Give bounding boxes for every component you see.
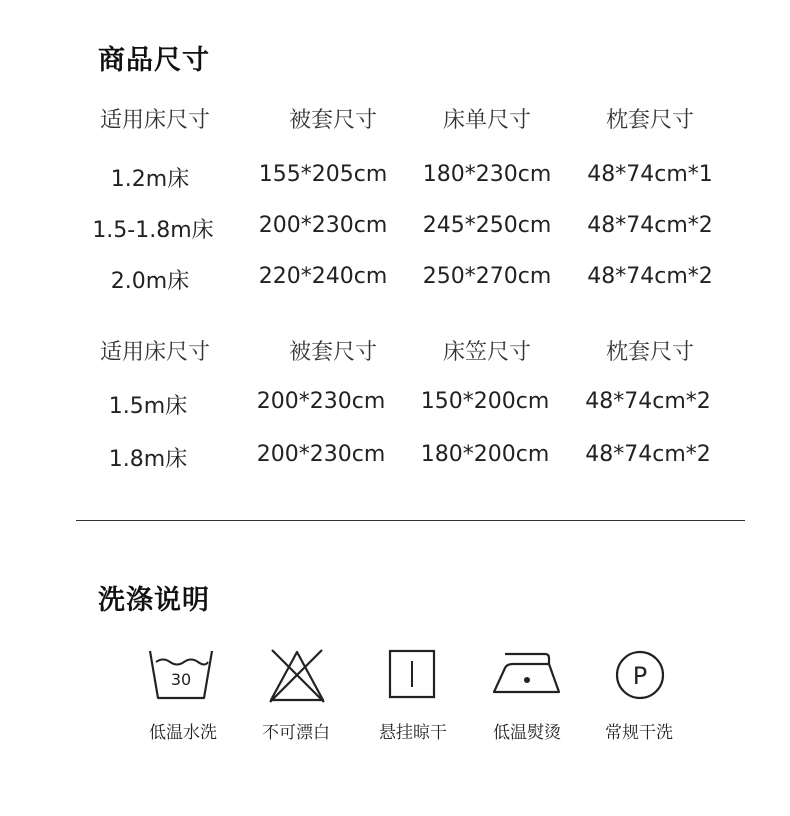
table2-header-bed-size: 适用床尺寸 xyxy=(99,340,210,365)
table-cell-fitted-sheet: 180*200cm xyxy=(420,442,550,467)
table-cell-bed: 1.2m床 xyxy=(110,167,190,192)
table-cell-pillowcase: 48*74cm*2 xyxy=(587,213,713,238)
dry-clean-letter: P xyxy=(632,662,648,690)
table-cell-pillowcase: 48*74cm*2 xyxy=(585,442,711,467)
table-cell-duvet: 155*205cm xyxy=(258,162,388,187)
table-cell-duvet: 200*230cm xyxy=(258,213,388,238)
table-cell-sheet: 250*270cm xyxy=(422,264,552,289)
size-section-title: 商品尺寸 xyxy=(98,45,210,76)
care-label-dry-clean: 常规干洗 xyxy=(605,723,673,743)
care-label-iron: 低温熨烫 xyxy=(493,723,561,743)
table-cell-fitted-sheet: 150*200cm xyxy=(420,389,550,414)
table2-header-fitted-sheet-size: 床笠尺寸 xyxy=(442,340,531,365)
section-divider xyxy=(76,520,745,521)
table2-header-pillowcase-size: 枕套尺寸 xyxy=(605,340,694,365)
table-cell-bed: 1.8m床 xyxy=(108,447,188,472)
table1-header-pillowcase-size: 枕套尺寸 xyxy=(605,108,694,133)
table-cell-sheet: 245*250cm xyxy=(422,213,552,238)
table-cell-sheet: 180*230cm xyxy=(422,162,552,187)
table1-header-duvet-size: 被套尺寸 xyxy=(288,108,377,133)
table-cell-pillowcase: 48*74cm*2 xyxy=(585,389,711,414)
wash-temp-text: 30 xyxy=(170,670,192,689)
table-cell-bed: 1.5-1.8m床 xyxy=(92,218,214,243)
table-cell-bed: 2.0m床 xyxy=(110,269,190,294)
table-cell-pillowcase: 48*74cm*1 xyxy=(587,162,713,187)
care-label-bleach: 不可漂白 xyxy=(262,723,330,743)
table-cell-duvet: 220*240cm xyxy=(258,264,388,289)
dry-clean-p-icon xyxy=(605,646,675,706)
table2-header-duvet-size: 被套尺寸 xyxy=(288,340,377,365)
table1-header-bed-size: 适用床尺寸 xyxy=(99,108,210,133)
low-iron-icon xyxy=(491,646,561,706)
care-label-wash: 低温水洗 xyxy=(149,723,217,743)
care-section-title: 洗涤说明 xyxy=(98,585,210,616)
wash-30-icon xyxy=(146,646,216,706)
care-label-dry: 悬挂晾干 xyxy=(379,723,447,743)
hang-dry-icon xyxy=(378,646,448,706)
table1-header-sheet-size: 床单尺寸 xyxy=(442,108,531,133)
table-cell-duvet: 200*230cm xyxy=(256,442,386,467)
no-bleach-icon xyxy=(262,646,332,706)
table-cell-bed: 1.5m床 xyxy=(108,394,188,419)
table-cell-pillowcase: 48*74cm*2 xyxy=(587,264,713,289)
table-cell-duvet: 200*230cm xyxy=(256,389,386,414)
